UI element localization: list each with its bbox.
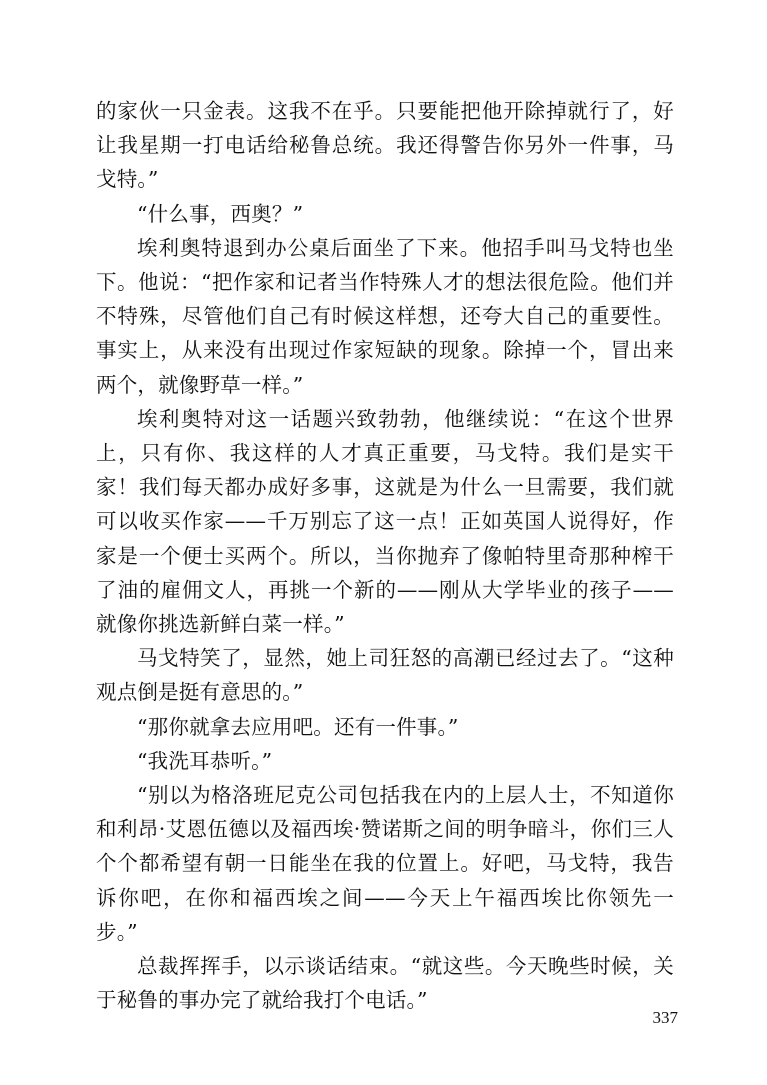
paragraph: “别以为格洛班尼克公司包括我在内的上层人士，不知道你和利昂·艾恩伍德以及福西埃·赞诺斯之间的明争暗斗，你们三人个个都希望有朝一日能坐在我的位置上。好吧，马戈特，我告诉你吧，在你和福西埃之间——今天上午福西埃比你领先一步。” (96, 783, 674, 944)
paragraph: 埃利奥特退到办公桌后面坐了下来。他招手叫马戈特也坐下。他说：“把作家和记者当作特殊人才的想法很危险。他们并不特殊，尽管他们自己有时候这样想，还夸大自己的重要性。事实上，从来没有出现过作家短缺的现象。除掉一个，冒出来两个，就像野草一样。” (96, 235, 674, 397)
paragraph-dialogue: “我洗耳恭听。” (137, 748, 273, 773)
paragraph-dialogue: “什么事，西奥？” (137, 201, 304, 226)
paragraph: 埃利奥特对这一话题兴致勃勃，他继续说：“在这个世界上，只有你、我这样的人才真正重要，马戈特。我们是实干家！我们每天都办成好多事，这就是为什么一旦需要，我们就可以收买作家——千万别忘了这一点！正如英国人说得好，作家是一个便士买两个。所以，当你抛弃了像帕特里奇那种榨干了油的雇佣文人，再挑一个新的——刚从大学毕业的孩子——就像你挑选新鲜白菜一样。” (96, 406, 674, 637)
page-number: 337 (652, 1008, 678, 1027)
paragraph: 马戈特笑了，显然，她上司狂怒的高潮已经过去了。“这种观点倒是挺有意思的。” (96, 646, 674, 705)
page-body (96, 94, 674, 1017)
paragraph-continuation: 的家伙一只金表。这我不在乎。只要能把他开除掉就行了，好让我星期一打电话给秘鲁总统。我还得警告你另外一件事，马戈特。” (96, 99, 674, 192)
paragraph: 总裁挥挥手，以示谈话结束。“就这些。今天晚些时候，关于秘鲁的事办完了就给我打个电话。” (96, 954, 674, 1013)
paragraph-dialogue: “那你就拿去应用吧。还有一件事。” (137, 714, 459, 739)
